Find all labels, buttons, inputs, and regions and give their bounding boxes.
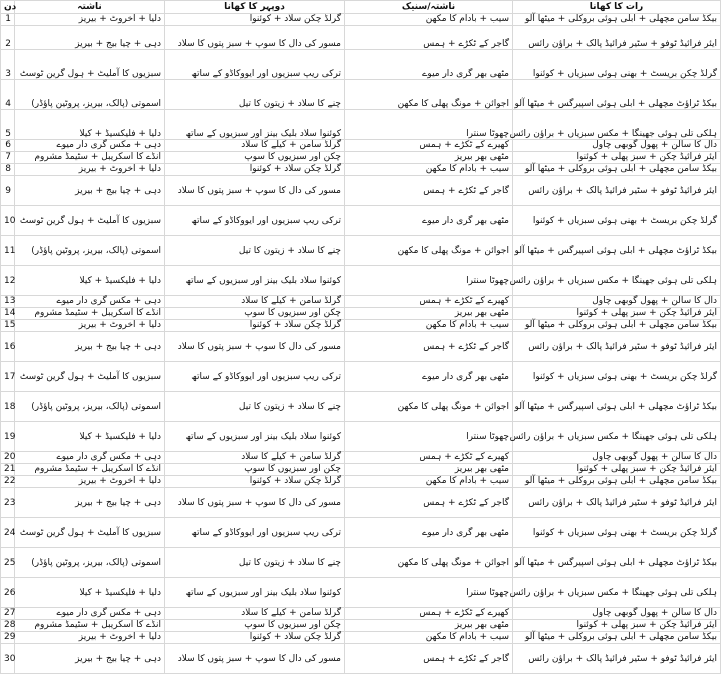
cell-snack[interactable]: گاجر کے ٹکڑے + ہمس bbox=[345, 488, 513, 518]
cell-lunch[interactable]: مسور کی دال کا سوپ + سبز پتوں کا سلاد bbox=[165, 332, 345, 362]
cell-lunch[interactable]: گرلڈ چکن سلاد + کوئنوا bbox=[165, 320, 345, 332]
cell-day[interactable]: 13 bbox=[1, 296, 15, 308]
cell-breakfast[interactable]: دہی + چیا بیج + بیریز bbox=[15, 26, 165, 50]
cell-day[interactable]: 26 bbox=[1, 578, 15, 608]
cell-breakfast[interactable]: سبزیوں کا آملیٹ + ہول گرین ٹوسٹ bbox=[15, 50, 165, 80]
cell-snack[interactable]: مٹھی بھر بیریز bbox=[345, 152, 513, 164]
cell-lunch[interactable]: کوئنوا سلاد بلیک بینز اور سبزیوں کے ساتھ bbox=[165, 266, 345, 296]
cell-snack[interactable]: سیب + بادام کا مکھن bbox=[345, 320, 513, 332]
cell-lunch[interactable]: گرلڈ چکن سلاد + کوئنوا bbox=[165, 164, 345, 176]
cell-lunch[interactable]: مسور کی دال کا سوپ + سبز پتوں کا سلاد bbox=[165, 644, 345, 674]
cell-breakfast[interactable]: اسموتی (پالک، بیریز، پروٹین پاؤڈر) bbox=[15, 392, 165, 422]
table-row bbox=[1, 206, 721, 236]
cell-snack[interactable]: مٹھی بھر بیریز bbox=[345, 308, 513, 320]
cell-lunch[interactable]: مسور کی دال کا سوپ + سبز پتوں کا سلاد bbox=[165, 176, 345, 206]
cell-day[interactable]: 12 bbox=[1, 266, 15, 296]
cell-lunch[interactable]: ترکی ریپ سبزیوں اور ایووکاڈو کے ساتھ bbox=[165, 518, 345, 548]
cell-snack[interactable]: کھیرے کے ٹکڑے + ہمس bbox=[345, 296, 513, 308]
table-row bbox=[1, 518, 721, 548]
cell-snack[interactable]: مٹھی بھر گری دار میوے bbox=[345, 518, 513, 548]
header-lunch: دوپہر کا کھانا bbox=[165, 1, 345, 14]
cell-day[interactable]: 25 bbox=[1, 548, 15, 578]
cell-lunch[interactable]: گرلڈ سامن + کیلے کا سلاد bbox=[165, 296, 345, 308]
cell-breakfast[interactable]: دہی + چیا بیج + بیریز bbox=[15, 332, 165, 362]
cell-snack[interactable]: کھیرے کے ٹکڑے + ہمس bbox=[345, 608, 513, 620]
cell-breakfast[interactable]: انڈے کا اسکریبل + سٹیمڈ مشروم bbox=[15, 308, 165, 320]
cell-day[interactable]: 18 bbox=[1, 392, 15, 422]
cell-snack[interactable]: مٹھی بھر گری دار میوے bbox=[345, 362, 513, 392]
cell-breakfast[interactable]: انڈے کا اسکریبل + سٹیمڈ مشروم bbox=[15, 152, 165, 164]
cell-dinner[interactable]: گرلڈ چکن بریسٹ + بھنی ہوئی سبزیاں + کوئنوا bbox=[513, 50, 721, 80]
cell-breakfast[interactable]: دلیا + اخروٹ + بیریز bbox=[15, 14, 165, 26]
cell-day[interactable]: 15 bbox=[1, 320, 15, 332]
cell-breakfast[interactable]: دلیا + فلیکسیڈ + کیلا bbox=[15, 110, 165, 140]
cell-dinner[interactable]: ایئر فرائیڈ ٹوفو + سٹیر فرائیڈ پالک + براؤن رائس bbox=[513, 26, 721, 50]
cell-dinner[interactable]: گرلڈ چکن بریسٹ + بھنی ہوئی سبزیاں + کوئنوا bbox=[513, 518, 721, 548]
table-row bbox=[1, 488, 721, 518]
cell-snack[interactable]: سیب + بادام کا مکھن bbox=[345, 476, 513, 488]
cell-dinner[interactable]: ایئر فرائیڈ چکن + سبز پھلی + کوئنوا bbox=[513, 464, 721, 476]
cell-breakfast[interactable]: دلیا + اخروٹ + بیریز bbox=[15, 320, 165, 332]
table-row bbox=[1, 392, 721, 422]
cell-snack[interactable]: اجوائن + مونگ پھلی کا مکھن bbox=[345, 236, 513, 266]
cell-breakfast[interactable]: دلیا + فلیکسیڈ + کیلا bbox=[15, 578, 165, 608]
table-row bbox=[1, 578, 721, 608]
cell-breakfast[interactable]: اسموتی (پالک، بیریز، پروٹین پاؤڈر) bbox=[15, 548, 165, 578]
cell-dinner[interactable]: دال کا سالن + پھول گوبھی چاول bbox=[513, 452, 721, 464]
cell-breakfast[interactable]: اسموتی (پالک، بیریز، پروٹین پاؤڈر) bbox=[15, 80, 165, 110]
cell-day[interactable]: 5 bbox=[1, 110, 15, 140]
cell-breakfast[interactable]: سبزیوں کا آملیٹ + ہول گرین ٹوسٹ bbox=[15, 206, 165, 236]
cell-snack[interactable]: گاجر کے ٹکڑے + ہمس bbox=[345, 332, 513, 362]
cell-dinner[interactable]: ہلکی تلی ہوئی جھینگا + مکس سبزیاں + براؤن رائس bbox=[513, 110, 721, 140]
cell-lunch[interactable]: ترکی ریپ سبزیوں اور ایووکاڈو کے ساتھ bbox=[165, 50, 345, 80]
table-row bbox=[1, 296, 721, 308]
cell-day[interactable]: 1 bbox=[1, 14, 15, 26]
table-row bbox=[1, 14, 721, 26]
cell-day[interactable]: 29 bbox=[1, 632, 15, 644]
cell-day[interactable]: 8 bbox=[1, 164, 15, 176]
cell-day[interactable]: 9 bbox=[1, 176, 15, 206]
cell-snack[interactable]: چھوٹا سنترا bbox=[345, 422, 513, 452]
cell-lunch[interactable]: چکن اور سبزیوں کا سوپ bbox=[165, 308, 345, 320]
cell-day[interactable]: 11 bbox=[1, 236, 15, 266]
cell-dinner[interactable]: ہلکی تلی ہوئی جھینگا + مکس سبزیاں + براؤن رائس bbox=[513, 422, 721, 452]
cell-day[interactable]: 20 bbox=[1, 452, 15, 464]
cell-snack[interactable]: سیب + بادام کا مکھن bbox=[345, 632, 513, 644]
cell-lunch[interactable]: ترکی ریپ سبزیوں اور ایووکاڈو کے ساتھ bbox=[165, 206, 345, 236]
cell-breakfast[interactable]: انڈے کا اسکریبل + سٹیمڈ مشروم bbox=[15, 464, 165, 476]
cell-snack[interactable]: اجوائن + مونگ پھلی کا مکھن bbox=[345, 548, 513, 578]
cell-dinner[interactable]: دال کا سالن + پھول گوبھی چاول bbox=[513, 296, 721, 308]
cell-dinner[interactable]: بیکڈ ٹراؤٹ مچھلی + ابلی ہوئی اسپیرگس + میٹھا آلو bbox=[513, 392, 721, 422]
cell-snack[interactable]: سیب + بادام کا مکھن bbox=[345, 14, 513, 26]
cell-snack[interactable]: گاجر کے ٹکڑے + ہمس bbox=[345, 644, 513, 674]
table-row bbox=[1, 620, 721, 632]
cell-breakfast[interactable]: دہی + مکس گری دار میوے bbox=[15, 608, 165, 620]
cell-dinner[interactable]: بیکڈ سامن مچھلی + ابلی ہوئی بروکلی + میٹھا آلو bbox=[513, 14, 721, 26]
table-row bbox=[1, 152, 721, 164]
cell-lunch[interactable]: گرلڈ چکن سلاد + کوئنوا bbox=[165, 476, 345, 488]
cell-snack[interactable]: مٹھی بھر گری دار میوے bbox=[345, 50, 513, 80]
cell-breakfast[interactable]: دہی + چیا بیج + بیریز bbox=[15, 176, 165, 206]
cell-dinner[interactable]: دال کا سالن + پھول گوبھی چاول bbox=[513, 608, 721, 620]
table-row bbox=[1, 164, 721, 176]
cell-breakfast[interactable]: دہی + مکس گری دار میوے bbox=[15, 452, 165, 464]
cell-day[interactable]: 17 bbox=[1, 362, 15, 392]
table-row bbox=[1, 632, 721, 644]
cell-breakfast[interactable]: اسموتی (پالک، بیریز، پروٹین پاؤڈر) bbox=[15, 236, 165, 266]
cell-day[interactable]: 2 bbox=[1, 26, 15, 50]
table-row bbox=[1, 320, 721, 332]
cell-lunch[interactable]: چنے کا سلاد + زیتون کا تیل bbox=[165, 236, 345, 266]
table-row bbox=[1, 308, 721, 320]
cell-breakfast[interactable]: دلیا + اخروٹ + بیریز bbox=[15, 476, 165, 488]
cell-day[interactable]: 27 bbox=[1, 608, 15, 620]
header-breakfast: ناشتہ bbox=[15, 1, 165, 14]
cell-day[interactable]: 28 bbox=[1, 620, 15, 632]
table-row bbox=[1, 266, 721, 296]
table-row bbox=[1, 422, 721, 452]
cell-lunch[interactable]: گرلڈ سامن + کیلے کا سلاد bbox=[165, 608, 345, 620]
cell-lunch[interactable]: مسور کی دال کا سوپ + سبز پتوں کا سلاد bbox=[165, 488, 345, 518]
cell-lunch[interactable]: گرلڈ سامن + کیلے کا سلاد bbox=[165, 140, 345, 152]
cell-breakfast[interactable]: دہی + مکس گری دار میوے bbox=[15, 140, 165, 152]
cell-dinner[interactable]: ایئر فرائیڈ ٹوفو + سٹیر فرائیڈ پالک + براؤن رائس bbox=[513, 176, 721, 206]
cell-day[interactable]: 6 bbox=[1, 140, 15, 152]
cell-breakfast[interactable]: دلیا + فلیکسیڈ + کیلا bbox=[15, 266, 165, 296]
cell-breakfast[interactable]: دلیا + اخروٹ + بیریز bbox=[15, 164, 165, 176]
cell-dinner[interactable]: بیکڈ سامن مچھلی + ابلی ہوئی بروکلی + میٹھا آلو bbox=[513, 476, 721, 488]
cell-lunch[interactable]: مسور کی دال کا سوپ + سبز پتوں کا سلاد bbox=[165, 26, 345, 50]
header-snack: ناشتہ/سنیک bbox=[345, 1, 513, 14]
cell-dinner[interactable]: ایئر فرائیڈ ٹوفو + سٹیر فرائیڈ پالک + براؤن رائس bbox=[513, 488, 721, 518]
cell-day[interactable]: 10 bbox=[1, 206, 15, 236]
cell-dinner[interactable]: ہلکی تلی ہوئی جھینگا + مکس سبزیاں + براؤن رائس bbox=[513, 266, 721, 296]
cell-day[interactable]: 3 bbox=[1, 50, 15, 80]
cell-dinner[interactable]: بیکڈ سامن مچھلی + ابلی ہوئی بروکلی + میٹھا آلو bbox=[513, 632, 721, 644]
cell-dinner[interactable]: بیکڈ ٹراؤٹ مچھلی + ابلی ہوئی اسپیرگس + میٹھا آلو bbox=[513, 80, 721, 110]
cell-dinner[interactable]: ہلکی تلی ہوئی جھینگا + مکس سبزیاں + براؤن رائس bbox=[513, 578, 721, 608]
cell-lunch[interactable]: ترکی ریپ سبزیوں اور ایووکاڈو کے ساتھ bbox=[165, 362, 345, 392]
cell-breakfast[interactable]: دلیا + اخروٹ + بیریز bbox=[15, 632, 165, 644]
header-day: دن bbox=[1, 1, 15, 14]
cell-dinner[interactable]: ایئر فرائیڈ چکن + سبز پھلی + کوئنوا bbox=[513, 620, 721, 632]
cell-snack[interactable]: چھوٹا سنترا bbox=[345, 578, 513, 608]
cell-snack[interactable]: کھیرے کے ٹکڑے + ہمس bbox=[345, 452, 513, 464]
cell-breakfast[interactable]: سبزیوں کا آملیٹ + ہول گرین ٹوسٹ bbox=[15, 518, 165, 548]
cell-dinner[interactable]: دال کا سالن + پھول گوبھی چاول bbox=[513, 140, 721, 152]
table-row bbox=[1, 548, 721, 578]
cell-dinner[interactable]: ایئر فرائیڈ چکن + سبز پھلی + کوئنوا bbox=[513, 308, 721, 320]
cell-snack[interactable]: گاجر کے ٹکڑے + ہمس bbox=[345, 176, 513, 206]
table-row bbox=[1, 80, 721, 110]
cell-snack[interactable]: مٹھی بھر بیریز bbox=[345, 464, 513, 476]
cell-snack[interactable]: سیب + بادام کا مکھن bbox=[345, 164, 513, 176]
cell-lunch[interactable]: چنے کا سلاد + زیتون کا تیل bbox=[165, 548, 345, 578]
table-row bbox=[1, 236, 721, 266]
cell-breakfast[interactable]: سبزیوں کا آملیٹ + ہول گرین ٹوسٹ bbox=[15, 362, 165, 392]
cell-day[interactable]: 16 bbox=[1, 332, 15, 362]
cell-snack[interactable]: کھیرے کے ٹکڑے + ہمس bbox=[345, 140, 513, 152]
table-row bbox=[1, 362, 721, 392]
cell-dinner[interactable]: ایئر فرائیڈ ٹوفو + سٹیر فرائیڈ پالک + براؤن رائس bbox=[513, 332, 721, 362]
table-row bbox=[1, 26, 721, 50]
table-row bbox=[1, 332, 721, 362]
header-row bbox=[1, 1, 721, 14]
cell-day[interactable]: 19 bbox=[1, 422, 15, 452]
cell-dinner[interactable]: ایئر فرائیڈ چکن + سبز پھلی + کوئنوا bbox=[513, 152, 721, 164]
table-row bbox=[1, 464, 721, 476]
cell-breakfast[interactable]: دہی + چیا بیج + بیریز bbox=[15, 644, 165, 674]
cell-day[interactable]: 4 bbox=[1, 80, 15, 110]
table-row bbox=[1, 140, 721, 152]
table-row bbox=[1, 110, 721, 140]
table-row bbox=[1, 608, 721, 620]
cell-lunch[interactable]: چنے کا سلاد + زیتون کا تیل bbox=[165, 392, 345, 422]
cell-dinner[interactable]: بیکڈ ٹراؤٹ مچھلی + ابلی ہوئی اسپیرگس + میٹھا آلو bbox=[513, 236, 721, 266]
cell-lunch[interactable]: کوئنوا سلاد بلیک بینز اور سبزیوں کے ساتھ bbox=[165, 578, 345, 608]
cell-snack[interactable]: مٹھی بھر گری دار میوے bbox=[345, 206, 513, 236]
cell-lunch[interactable]: چکن اور سبزیوں کا سوپ bbox=[165, 152, 345, 164]
cell-lunch[interactable]: گرلڈ سامن + کیلے کا سلاد bbox=[165, 452, 345, 464]
cell-day[interactable]: 23 bbox=[1, 488, 15, 518]
cell-day[interactable]: 14 bbox=[1, 308, 15, 320]
cell-breakfast[interactable]: دہی + مکس گری دار میوے bbox=[15, 296, 165, 308]
cell-lunch[interactable]: چنے کا سلاد + زیتون کا تیل bbox=[165, 80, 345, 110]
cell-day[interactable]: 22 bbox=[1, 476, 15, 488]
cell-snack[interactable]: چھوٹا سنترا bbox=[345, 110, 513, 140]
cell-lunch[interactable]: گرلڈ چکن سلاد + کوئنوا bbox=[165, 632, 345, 644]
cell-snack[interactable]: مٹھی بھر بیریز bbox=[345, 620, 513, 632]
cell-snack[interactable]: گاجر کے ٹکڑے + ہمس bbox=[345, 26, 513, 50]
cell-lunch[interactable]: گرلڈ چکن سلاد + کوئنوا bbox=[165, 14, 345, 26]
cell-breakfast[interactable]: انڈے کا اسکریبل + سٹیمڈ مشروم bbox=[15, 620, 165, 632]
header-dinner: رات کا کھانا bbox=[513, 1, 721, 14]
cell-day[interactable]: 30 bbox=[1, 644, 15, 674]
cell-snack[interactable]: اجوائن + مونگ پھلی کا مکھن bbox=[345, 392, 513, 422]
cell-dinner[interactable]: گرلڈ چکن بریسٹ + بھنی ہوئی سبزیاں + کوئنوا bbox=[513, 362, 721, 392]
cell-dinner[interactable]: بیکڈ سامن مچھلی + ابلی ہوئی بروکلی + میٹھا آلو bbox=[513, 164, 721, 176]
table-row bbox=[1, 476, 721, 488]
cell-breakfast[interactable]: دہی + چیا بیج + بیریز bbox=[15, 488, 165, 518]
cell-dinner[interactable]: ایئر فرائیڈ ٹوفو + سٹیر فرائیڈ پالک + براؤن رائس bbox=[513, 644, 721, 674]
cell-lunch[interactable]: چکن اور سبزیوں کا سوپ bbox=[165, 620, 345, 632]
table-row bbox=[1, 176, 721, 206]
cell-breakfast[interactable]: دلیا + فلیکسیڈ + کیلا bbox=[15, 422, 165, 452]
cell-day[interactable]: 21 bbox=[1, 464, 15, 476]
table-row bbox=[1, 50, 721, 80]
table-row bbox=[1, 644, 721, 674]
cell-day[interactable]: 24 bbox=[1, 518, 15, 548]
cell-lunch[interactable]: چکن اور سبزیوں کا سوپ bbox=[165, 464, 345, 476]
cell-lunch[interactable]: کوئنوا سلاد بلیک بینز اور سبزیوں کے ساتھ bbox=[165, 422, 345, 452]
cell-snack[interactable]: چھوٹا سنترا bbox=[345, 266, 513, 296]
cell-dinner[interactable]: بیکڈ سامن مچھلی + ابلی ہوئی بروکلی + میٹھا آلو bbox=[513, 320, 721, 332]
cell-dinner[interactable]: بیکڈ ٹراؤٹ مچھلی + ابلی ہوئی اسپیرگس + میٹھا آلو bbox=[513, 548, 721, 578]
cell-dinner[interactable]: گرلڈ چکن بریسٹ + بھنی ہوئی سبزیاں + کوئنوا bbox=[513, 206, 721, 236]
cell-day[interactable]: 7 bbox=[1, 152, 15, 164]
cell-snack[interactable]: اجوائن + مونگ پھلی کا مکھن bbox=[345, 80, 513, 110]
cell-lunch[interactable]: کوئنوا سلاد بلیک بینز اور سبزیوں کے ساتھ bbox=[165, 110, 345, 140]
table-row bbox=[1, 452, 721, 464]
